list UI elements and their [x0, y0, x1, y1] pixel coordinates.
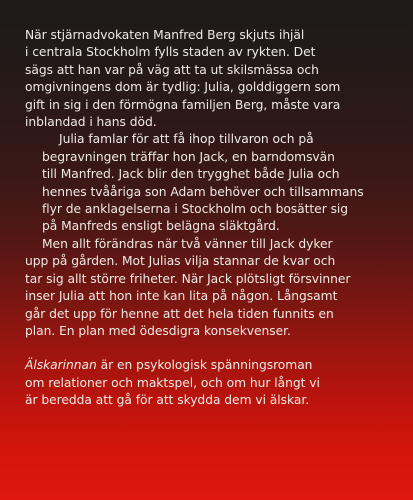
text-line: När stjärnadvokaten Manfred Berg skjuts ihjäl [25, 28, 305, 42]
text-fragment: är en psykologisk spänningsroman [96, 358, 313, 373]
text-line: sägs att han var på väg att ta ut skilsmässa och [25, 62, 319, 77]
text-line: hennes tvååriga son Adam behöver och tillsammans [42, 184, 364, 199]
text-line: gift in sig i den förmögna familjen Berg, måste vara [25, 97, 341, 112]
text-line: är beredda att gå för att skydda dem vi älskar. [25, 393, 310, 408]
text-line: upp på gården. Mot Julias vilja stannar de kvar och [25, 254, 336, 269]
text-line: plan. En plan med ödesdigra konsekvenser. [25, 323, 291, 338]
text-line: omgivningens dom är tydlig: Julia, golddiggern som [25, 80, 341, 95]
text-line: om relationer och maktspel, och om hur långt vi [25, 375, 320, 390]
blurb-paragraph-2 [25, 131, 395, 235]
text-line: Men allt förändras när två vänner till Jack dyker [42, 236, 333, 251]
text-line: går det upp för henne att det hela tiden funnits en [25, 306, 334, 321]
text-line: i centrala Stockholm fylls staden av rykten. Det [25, 45, 316, 60]
text-line: inser Julia att hon inte kan lita på någon. Långsamt [25, 289, 338, 304]
text-line: till Manfred. Jack blir den trygghet både Julia och [42, 167, 340, 182]
book-title: Älskarinnan [25, 358, 97, 373]
blurb-paragraph-1 [25, 27, 395, 131]
text-line: Julia famlar för att få ihop tillvaron och på [59, 132, 314, 147]
text-line: på Manfreds ensligt belägna släktgård. [42, 219, 280, 234]
text-line [25, 357, 395, 374]
text-line: tar sig allt större friheter. När Jack plötsligt försvinner [25, 271, 351, 286]
blurb-paragraph-3 [25, 236, 395, 340]
text-line: inblandad i hans död. [25, 115, 157, 130]
text-line: begravningen träffar hon Jack, en barndomsvän [42, 149, 335, 164]
blurb-paragraph-4 [25, 357, 395, 409]
blurb-text [25, 27, 395, 410]
text-line: flyr de anklagelserna i Stockholm och bosätter sig [42, 202, 349, 217]
